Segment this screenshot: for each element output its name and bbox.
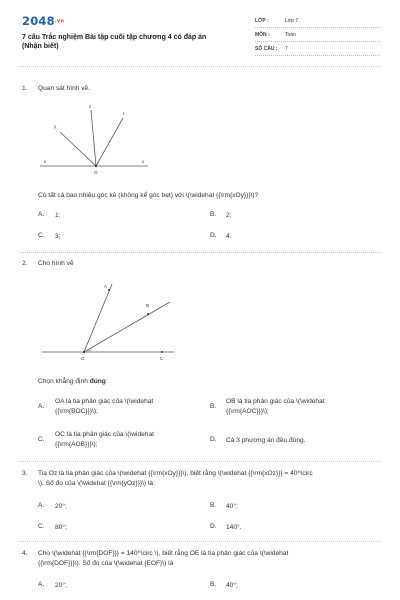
meta-value: Toán	[285, 32, 296, 38]
meta-value: 7	[285, 46, 288, 52]
divider	[20, 541, 380, 542]
label-z: z	[89, 104, 92, 109]
label-a: A	[104, 284, 108, 289]
option-text[interactable]: 3;	[55, 233, 61, 240]
question-line: {{\rm{DOF}}}\). Số đo của \(\widehat {EOF}\) là	[38, 560, 174, 567]
option-line: Cả 3 phương án đều đúng.	[226, 437, 306, 444]
logo-sub-text: .vn	[54, 18, 65, 25]
option-letter[interactable]: D.	[210, 232, 217, 239]
question-emphasis: đúng	[89, 378, 106, 385]
ray-ot	[96, 118, 123, 166]
option-line: {{\rm{AOB}}}\);	[55, 440, 98, 448]
label-o: O	[81, 356, 85, 361]
option-text[interactable]: 4.	[226, 233, 232, 240]
question-text	[38, 377, 108, 387]
meta-row-count	[255, 43, 380, 56]
logo-main-text: 2048	[22, 14, 55, 28]
option-text[interactable]: 80°;	[55, 524, 67, 531]
label-o: O	[94, 170, 98, 175]
label-c: C	[160, 356, 164, 361]
divider	[20, 461, 380, 462]
option-letter[interactable]: D.	[210, 523, 217, 530]
option-line: {{\rm{AOC}}}\);	[226, 407, 269, 415]
option-letter[interactable]: A.	[38, 403, 45, 410]
option-text[interactable]: 2;	[226, 212, 232, 219]
option-text[interactable]: 40°;	[226, 503, 238, 510]
option-text[interactable]: 20°;	[55, 582, 67, 589]
point-a	[108, 289, 110, 291]
divider	[20, 252, 380, 253]
meta-key: LỚP :	[255, 18, 269, 24]
document-header	[0, 0, 400, 62]
label-t: t	[123, 111, 125, 116]
meta-key: MÔN :	[255, 32, 270, 38]
point-o	[95, 165, 97, 167]
question-line: Tia Oz là tia phân giác của \(\widehat {{\rm{xOy}}}\), biết rằng \(\widehat {{\rm{xOz}}} = 40^\circ	[38, 470, 313, 477]
question-line: Cho \(\widehat {{\rm{DOF}}} = 140^\circ \), biết rằng OE là tia phân giác của \(\widehat	[38, 550, 289, 557]
question-text	[38, 469, 313, 489]
ray-oz	[91, 110, 96, 166]
option-text[interactable]	[226, 397, 325, 416]
option-letter[interactable]: B.	[210, 581, 217, 588]
site-logo[interactable]	[22, 14, 64, 28]
figure-q1	[30, 98, 160, 180]
option-letter[interactable]: B.	[210, 403, 217, 410]
option-text[interactable]	[55, 430, 154, 449]
option-line: OA là tia phân giác của \(\widehat	[55, 398, 154, 405]
option-text[interactable]	[55, 397, 153, 416]
option-letter[interactable]: B.	[210, 211, 217, 218]
page-title: 7 câu Trắc nghiệm Bài tập cuối tập chương 4 có đáp án (Nhận biết)	[22, 34, 207, 50]
question-prompt: Quan sát hình vẽ.	[38, 85, 91, 92]
option-text[interactable]: 1;	[55, 212, 61, 219]
question-prefix: Chọn khẳng định	[38, 378, 90, 385]
option-letter[interactable]: A.	[38, 211, 45, 218]
option-text[interactable]: 40°;	[226, 582, 238, 589]
ray-oa	[84, 284, 112, 352]
point-o	[83, 351, 85, 353]
point-b	[147, 313, 149, 315]
option-letter[interactable]: A.	[38, 581, 45, 588]
meta-row-class	[255, 15, 380, 28]
option-line: {{\rm{BOC}}}\);	[55, 407, 98, 415]
question-suffix: :	[105, 378, 108, 385]
divider	[20, 66, 380, 67]
question-line: \). Số đo của \(\widehat {{\rm{yOz}}}\) là:	[38, 480, 155, 487]
question-number: 1.	[22, 85, 28, 92]
meta-value: Lớp 7	[285, 18, 299, 24]
option-letter[interactable]: C.	[38, 232, 45, 239]
option-letter[interactable]: C.	[38, 436, 45, 443]
ray-ob	[84, 302, 170, 352]
label-x: x	[44, 159, 47, 164]
question-number: 2.	[22, 260, 28, 267]
option-text[interactable]: 140°.	[226, 524, 242, 531]
option-line: OB là tia phân giác của \(\widehat	[226, 398, 325, 405]
figure-q2	[38, 276, 178, 362]
question-number: 4.	[22, 550, 28, 557]
meta-row-subject	[255, 29, 380, 42]
option-letter[interactable]: A.	[38, 502, 45, 509]
meta-key: SỐ CÂU :	[255, 46, 278, 52]
point-c	[161, 351, 163, 353]
option-line: OC là tia phân giác của \(\widehat	[55, 431, 154, 438]
question-text: Có tất cả bao nhiêu góc kề (không kể góc bẹt) với \(\widehat {{\rm{xOy}}}\)?	[38, 192, 259, 199]
option-text[interactable]: 20°;	[55, 503, 67, 510]
option-letter[interactable]: D.	[210, 436, 217, 443]
option-letter[interactable]: B.	[210, 502, 217, 509]
option-text[interactable]	[226, 436, 306, 446]
ray-oy	[60, 132, 96, 166]
label-y: y	[54, 124, 57, 129]
question-text	[38, 549, 288, 569]
label-x-right: x	[142, 159, 145, 164]
label-b: B	[146, 303, 150, 308]
question-number: 3.	[22, 470, 28, 477]
option-letter[interactable]: C.	[38, 523, 45, 530]
question-prompt: Cho hình vẽ	[38, 260, 74, 267]
